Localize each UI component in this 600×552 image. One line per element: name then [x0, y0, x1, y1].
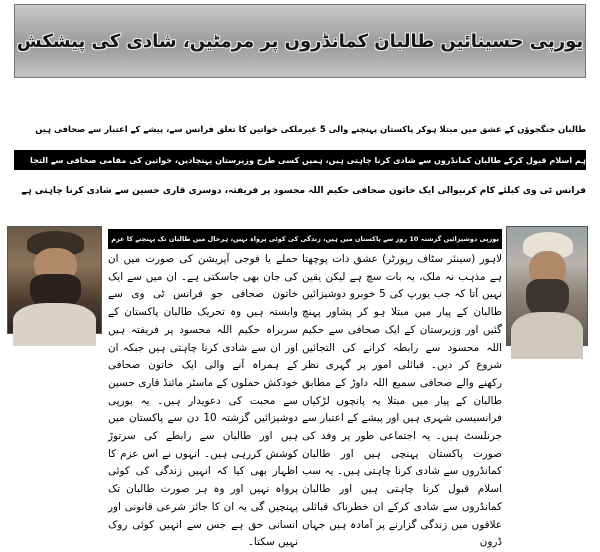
subheadline-bar	[108, 229, 502, 249]
photo-body	[511, 312, 583, 359]
article-column-left: حملے یا فوجی آپریشن کی صورت میں ان کی جان بھی جاسکتی ہے۔ ان میں سے ایک خاتون صحافی جو فرانس ٹی وی سے وابستہ ہیں وہ تحریک طالبان پاکستان کے سربراہ حکیم اللہ محسود پر فریفتہ ہیں اور ان سے شادی کرنا چاہتی ہیں جبکہ ان کے ہمراہ آنے والی ایک خاتون صحافی خودکش حملوں کے ماسٹر مائنڈ قاری حسین سے محبت کی دعویدار ہیں۔ یہ یورپی دوشیزائیں گزشتہ 10 دن سے پاکستان میں ہیں اور طالبان سے رابطے کی سرتوڑ کوشش کررہی ہیں۔ انہوں نے اس عزم کا اظہار بھی کیا کہ انہیں زندگی کی کوئی پرواہ نہیں اور وہ ہر صورت طالبان تک پہنچیں گی یہ ان کا جائز شرعی قانونی اور انسانی حق ہے جس سے انہیں کوئی روک نہیں سکتا۔	[108, 253, 298, 549]
intro-line-2-text: ہم اسلام قبول کرکے طالبان کمانڈروں سے شادی کرنا چاہتی ہیں، ہمیں کسی طرح وزیرستان پہنچادیں، خواتین کی مقامی صحافی سے التجا	[30, 155, 586, 165]
intro-line-3	[14, 181, 586, 201]
photo-hakimullah	[7, 226, 102, 334]
headline-text: یورپی حسینائیں طالبان کمانڈروں پر مرمٹیں، شادی کی پیشکش	[16, 30, 584, 52]
subheadline-text: یورپی دوشیزائیں گزشتہ 10 روز سے پاکستان میں ہیں، زندگی کی کوئی پرواہ نہیں، ہرحال میں طالبان تک پہنچنے کا عزم	[111, 235, 499, 243]
photo-qari-hussain	[506, 226, 588, 346]
intro-line-1	[14, 119, 586, 139]
intro-line-1-text: طالبان جنگجوؤں کے عشق میں مبتلا ہوکر پاکستان پہنچنے والی 5 غیرملکی خواتین کا تعلق فرانس سے، پیشے کے اعتبار سے صحافی ہیں	[35, 124, 586, 134]
article-column-right: لاہور (سینئر سٹاف رپورٹر) عشق ذات پوچھتا ہے مذہب نہ ملک، یہ بات سچ ہے لیکن یقین نہیں آتا کہ جب یورپ کی 5 خوبرو دوشیزائیں طالبان کے پیار میں مبتلا ہو کر پشاور پہنچ گئیں اور وزیرستان کے ایک صحافی سے حکیم اللہ محسود سے رابطہ کرانے کی التجائیں شروع کر دیں۔ قبائلی امور پر گہری نظر رکھنے والے صحافی سمیع اللہ داوڑ کے مطابق طالبان کے پیار میں مبتلا یہ پانچوں لڑکیاں فرانسیسی شہری ہیں اور پیشے کے اعتبار سے جرنلسٹ ہیں۔ یہ اجتماعی طور پر وفد کی صورت پاکستان پہنچی ہیں اور طالبان کمانڈروں سے شادی کرنا چاہتی ہیں۔ یہ سب اسلام قبول کرنا چاہتی ہیں اور طالبان کمانڈروں سے شادی کرکے ان خطرناک قبائلی علاقوں میں زندگی گزارنے پر آمادہ ہیں جہاں ڈرون	[302, 253, 502, 549]
photo-body	[13, 303, 97, 345]
headline-banner	[14, 4, 586, 78]
intro-line-2-highlight	[14, 150, 586, 170]
intro-line-3-text: فرانس ٹی وی کیلئے کام کرنیوالی ایک خاتون صحافی حکیم اللہ محسود پر فریفتہ، دوسری قاری حسین سے شادی کرنا چاہتی ہے	[21, 186, 586, 196]
